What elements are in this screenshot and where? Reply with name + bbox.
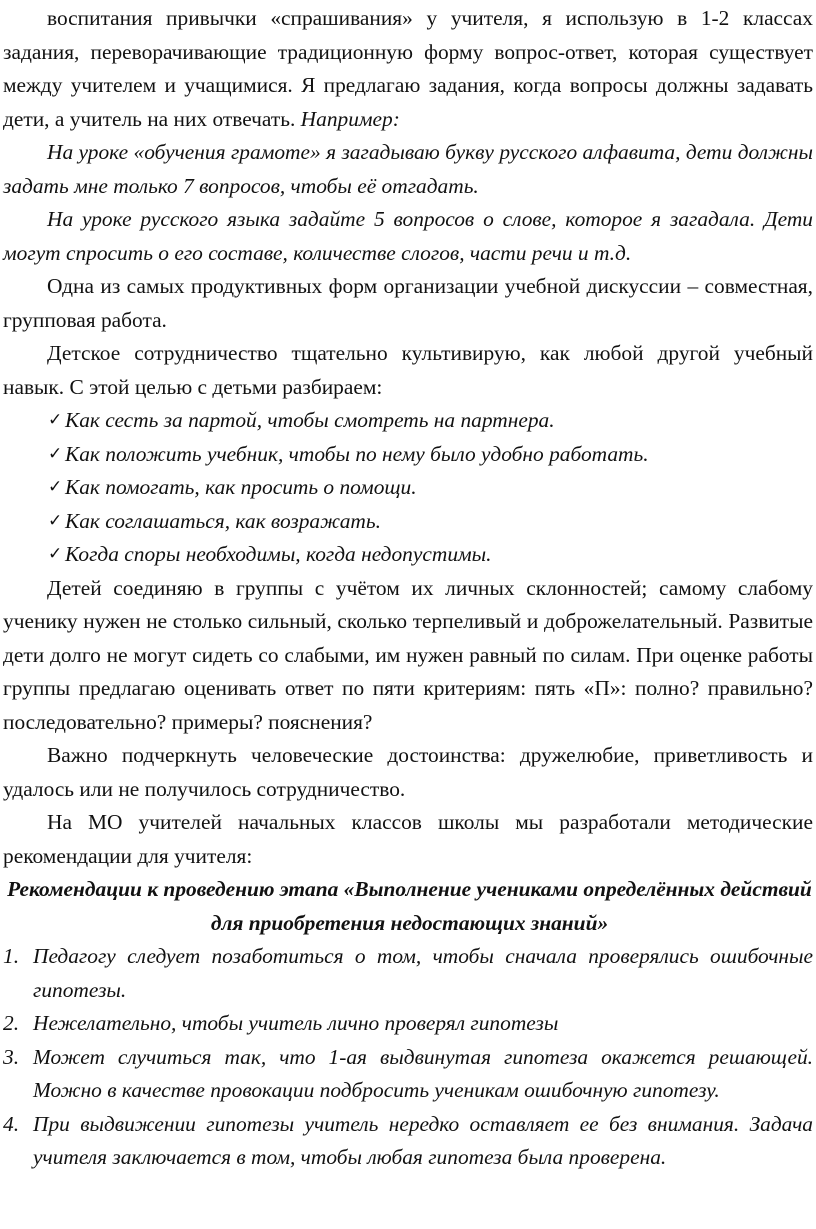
- checklist-item: [48, 438, 816, 472]
- recommendation-text: Может случиться так, что 1-ая выдвинутая гипотеза окажется решающей. Можно в качестве провокации подбросить ученикам ошибочную гипотезу.: [33, 1044, 813, 1102]
- checkmark-icon: ✓: [48, 544, 63, 564]
- paragraph-grouping: Детей соединяю в группы с учётом их личных склонностей; самому слабому ученику нужен не столько сильный, сколько терпеливый и доброжелательный. Развитые дети долго не могут сидеть со слабыми, им нужен равный по силам. При оценке работы группы предлагаю оценивать ответ по пяти критериям: пять «П»: полно? правильно? последовательно? примеры? пояснения?: [3, 575, 813, 734]
- checkmark-icon: ✓: [48, 443, 63, 464]
- recommendation-text: Нежелательно, чтобы учитель лично проверял гипотезы: [33, 1011, 559, 1035]
- checklist-item: [48, 505, 816, 539]
- paragraph-literacy-example: На уроке «обучения грамоте» я загадываю букву русского алфавита, дети должны задать мне только 7 вопросов, чтобы её отгадать.: [3, 140, 813, 198]
- recommendation-item: [3, 940, 816, 1007]
- example-label: Например:: [300, 106, 400, 131]
- paragraph-russian-example: На уроке русского языка задайте 5 вопросов о слове, которое я загадала. Дети могут спросить о его составе, количестве слогов, части речи и т.д.: [3, 207, 813, 265]
- paragraph-intro-text: воспитания привычки «спрашивания» у учителя, я использую в 1-2 классах задания, переворачивающие традиционную форму вопрос-ответ, которая существует между учителем и учащимися. Я предлагаю задания, когда вопросы должны задавать дети, а учитель на них отвечать.: [3, 6, 813, 131]
- checklist-item-text: Когда споры необходимы, когда недопустимы.: [65, 542, 492, 566]
- checklist-item-text: Как положить учебник, чтобы по нему было удобно работать.: [65, 441, 649, 466]
- recommendation-item: [3, 1007, 816, 1041]
- paragraph-cooperation: Детское сотрудничество тщательно культивирую, как любой другой учебный навык. С этой целью с детьми разбираем:: [3, 341, 813, 399]
- paragraph-virtues: Важно подчеркнуть человеческие достоинства: дружелюбие, приветливость и удалось или не получилось сотрудничество.: [3, 743, 813, 801]
- cooperation-checklist: [3, 404, 816, 572]
- recommendations-list: [3, 940, 816, 1175]
- item-number: 1.: [3, 944, 20, 968]
- checkmark-icon: ✓: [48, 510, 63, 531]
- checkmark-icon: ✓: [48, 477, 63, 497]
- checklist-item: [48, 404, 816, 438]
- recommendation-item: [3, 1041, 816, 1108]
- checklist-item-text: Как помогать, как просить о помощи.: [65, 475, 417, 499]
- item-number: 4.: [3, 1111, 20, 1136]
- recommendation-item: [3, 1108, 816, 1175]
- item-number: 3.: [3, 1044, 20, 1069]
- recommendation-text: При выдвижении гипотезы учитель нередко оставляет ее без внимания. Задача учителя заключается в том, чтобы любая гипотеза была проверена.: [33, 1111, 813, 1169]
- paragraph-methodology: На МО учителей начальных классов школы мы разработали методические рекомендации для учителя:: [3, 810, 813, 868]
- checklist-item: [48, 538, 816, 572]
- recommendation-text: Педагогу следует позаботиться о том, чтобы сначала проверялись ошибочные гипотезы.: [33, 944, 813, 1002]
- paragraph-group-work: Одна из самых продуктивных форм организации учебной дискуссии – совместная, групповая работа.: [3, 274, 813, 332]
- paragraph-intro: [3, 2, 816, 136]
- recommendations-title: Рекомендации к проведению этапа «Выполнение учениками определённых действий для приобретения недостающих знаний»: [7, 877, 812, 935]
- checklist-item-text: Как соглашаться, как возражать.: [65, 508, 381, 533]
- checklist-item-text: Как сесть за партой, чтобы смотреть на партнера.: [65, 408, 555, 432]
- item-number: 2.: [3, 1011, 20, 1035]
- checklist-item: [48, 471, 816, 505]
- checkmark-icon: ✓: [48, 410, 63, 430]
